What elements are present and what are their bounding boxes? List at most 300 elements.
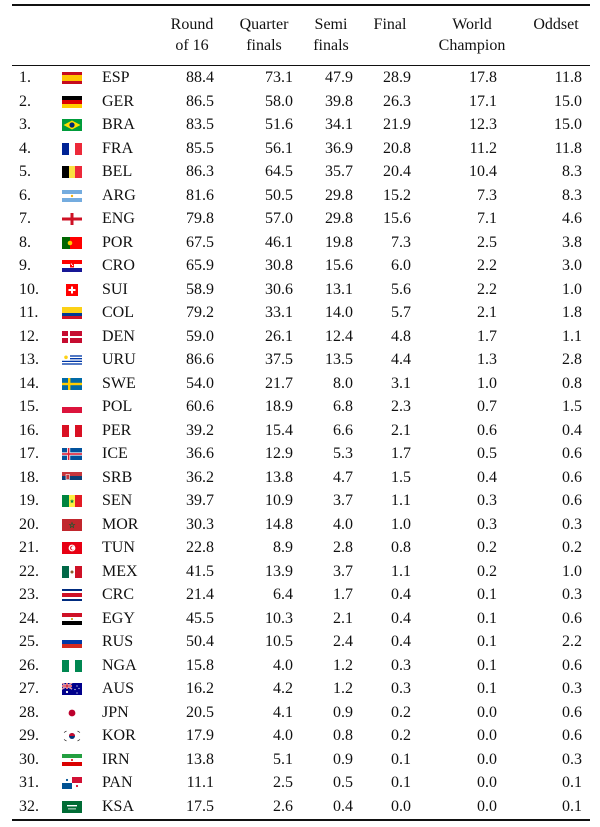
- table-row: [0, 325, 600, 348]
- table-row: [0, 278, 600, 301]
- round-of-16-cell: 17.5: [186, 797, 214, 815]
- brazil-flag: [62, 119, 82, 131]
- final-cell: 0.1: [391, 750, 411, 768]
- oddset-cell: 0.6: [562, 445, 582, 462]
- round-of-16-cell: 65.9: [186, 257, 214, 274]
- quarter-finals-cell: 51.6: [265, 116, 293, 133]
- rank-cell: 6.: [19, 186, 31, 204]
- oddset-cell: 2.2: [562, 633, 582, 650]
- final-cell: 1.1: [391, 562, 411, 580]
- iran-flag: [62, 754, 82, 766]
- table-row: [0, 254, 600, 277]
- world-champion-cell: 0.1: [477, 656, 497, 674]
- world-champion-cell: 0.1: [477, 586, 497, 603]
- oddset-cell: 0.4: [562, 421, 582, 439]
- team-code-cell: ESP: [102, 69, 130, 86]
- final-cell: 1.0: [391, 515, 411, 533]
- oddset-cell: 15.0: [554, 92, 582, 110]
- oddset-cell: 1.1: [562, 327, 582, 345]
- table-row: [0, 607, 600, 630]
- round-of-16-cell: 88.4: [186, 69, 214, 86]
- world-champion-cell: 17.8: [469, 69, 497, 86]
- team-code-cell: URU: [102, 351, 136, 368]
- rank-cell: 5.: [19, 163, 31, 180]
- semi-finals-cell: 4.0: [333, 515, 353, 533]
- team-code-cell: NGA: [102, 656, 137, 674]
- final-cell: 4.4: [391, 351, 411, 368]
- table-header: [0, 0, 600, 65]
- world-champion-cell: 0.2: [477, 562, 497, 580]
- round-of-16-cell: 36.6: [186, 445, 214, 462]
- team-code-cell: SWE: [102, 374, 136, 392]
- semi-finals-cell: 29.8: [325, 210, 353, 227]
- final-cell: 0.3: [391, 656, 411, 674]
- semi-finals-cell: 2.1: [333, 609, 353, 627]
- oddset-cell: 0.8: [562, 374, 582, 392]
- rank-cell: 1.: [19, 69, 31, 86]
- table-row: [0, 795, 600, 818]
- semi-finals-cell: 35.7: [325, 163, 353, 180]
- quarter-finals-cell: 46.1: [265, 233, 293, 251]
- table-row: [0, 771, 600, 794]
- team-code-cell: FRA: [102, 139, 134, 157]
- quarter-finals-cell: 6.4: [273, 586, 293, 603]
- world-champion-cell: 10.4: [469, 163, 497, 180]
- world-champion-cell: 17.1: [469, 92, 497, 110]
- quarter-finals-cell: 13.9: [265, 562, 293, 580]
- quarter-finals-cell: 33.1: [265, 304, 293, 321]
- semi-finals-cell: 0.9: [333, 750, 353, 768]
- rank-cell: 12.: [19, 327, 39, 345]
- round-of-16-cell: 54.0: [186, 374, 214, 392]
- rank-cell: 28.: [19, 703, 39, 721]
- semi-finals-cell: 8.0: [333, 374, 353, 392]
- semi-finals-cell: 0.9: [333, 703, 353, 721]
- final-cell: 5.7: [391, 304, 411, 321]
- switzerland-flag: [62, 284, 82, 296]
- tunisia-flag: [62, 542, 82, 554]
- final-cell: 0.2: [391, 703, 411, 721]
- semi-finals-cell: 1.2: [333, 680, 353, 697]
- team-code-cell: JPN: [102, 703, 129, 721]
- rank-cell: 14.: [19, 374, 39, 392]
- semi-finals-cell: 2.4: [333, 633, 353, 650]
- quarter-finals-cell: 4.0: [273, 656, 293, 674]
- rank-cell: 26.: [19, 656, 39, 674]
- round-of-16-cell: 41.5: [186, 562, 214, 580]
- oddset-cell: 1.5: [562, 398, 582, 415]
- quarter-finals-cell: 50.5: [265, 186, 293, 204]
- quarter-finals-cell: 15.4: [265, 421, 293, 439]
- japan-flag: [62, 707, 82, 719]
- saudi-arabia-flag: [62, 801, 82, 813]
- australia-flag: [62, 683, 82, 695]
- semi-finals-cell: 0.8: [333, 727, 353, 744]
- team-code-cell: SEN: [102, 492, 133, 509]
- oddset-cell: 4.6: [562, 210, 582, 227]
- header-quarter-line2: finals: [246, 37, 282, 54]
- round-of-16-cell: 36.2: [186, 468, 214, 486]
- table-row: [0, 348, 600, 371]
- rank-cell: 16.: [19, 421, 39, 439]
- rank-cell: 20.: [19, 515, 39, 533]
- oddset-cell: 15.0: [554, 116, 582, 133]
- header-final: [366, 14, 414, 35]
- rank-cell: 17.: [19, 445, 39, 462]
- oddset-cell: 3.8: [562, 233, 582, 251]
- final-cell: 0.4: [391, 609, 411, 627]
- header-round-of-16: [160, 14, 224, 56]
- quarter-finals-cell: 64.5: [265, 163, 293, 180]
- round-of-16-cell: 86.5: [186, 92, 214, 110]
- table-row: [0, 301, 600, 324]
- table-row: [0, 160, 600, 183]
- final-cell: 0.0: [391, 797, 411, 815]
- rank-cell: 19.: [19, 492, 39, 509]
- oddset-cell: 0.3: [562, 586, 582, 603]
- semi-finals-cell: 6.8: [333, 398, 353, 415]
- table-row: [0, 560, 600, 583]
- header-quarter-finals: [232, 14, 296, 56]
- table-row: [0, 536, 600, 559]
- table-row: [0, 113, 600, 136]
- world-champion-cell: 2.2: [477, 280, 497, 298]
- quarter-finals-cell: 4.0: [273, 727, 293, 744]
- team-code-cell: KOR: [102, 727, 136, 744]
- oddset-cell: 0.1: [562, 797, 582, 815]
- world-champion-cell: 2.1: [477, 304, 497, 321]
- final-cell: 6.0: [391, 257, 411, 274]
- table-row: [0, 184, 600, 207]
- team-code-cell: SUI: [102, 280, 128, 298]
- world-champion-cell: 0.0: [477, 797, 497, 815]
- round-of-16-cell: 13.8: [186, 750, 214, 768]
- table-row: [0, 724, 600, 747]
- oddset-cell: 2.8: [562, 351, 582, 368]
- rank-cell: 32.: [19, 797, 39, 815]
- semi-finals-cell: 29.8: [325, 186, 353, 204]
- round-of-16-cell: 11.1: [186, 774, 214, 791]
- oddset-cell: 0.3: [562, 680, 582, 697]
- table-row: [0, 489, 600, 512]
- header-round-of-16-line1: Round: [170, 16, 214, 33]
- rank-cell: 7.: [19, 210, 31, 227]
- semi-finals-cell: 12.4: [325, 327, 353, 345]
- team-code-cell: MOR: [102, 515, 139, 533]
- rank-cell: 10.: [19, 280, 39, 298]
- russia-flag: [62, 636, 82, 648]
- round-of-16-cell: 60.6: [186, 398, 214, 415]
- quarter-finals-cell: 4.2: [273, 680, 293, 697]
- rank-cell: 18.: [19, 468, 39, 486]
- colombia-flag: [62, 307, 82, 319]
- quarter-finals-cell: 30.8: [265, 257, 293, 274]
- final-cell: 2.1: [391, 421, 411, 439]
- team-code-cell: IRN: [102, 750, 130, 768]
- table-row: [0, 442, 600, 465]
- final-cell: 28.9: [383, 69, 411, 86]
- team-code-cell: SRB: [102, 468, 133, 486]
- rank-cell: 4.: [19, 139, 31, 157]
- final-cell: 5.6: [391, 280, 411, 298]
- semi-finals-cell: 13.5: [325, 351, 353, 368]
- world-champion-cell: 0.1: [477, 680, 497, 697]
- round-of-16-cell: 39.7: [186, 492, 214, 509]
- round-of-16-cell: 86.6: [186, 351, 214, 368]
- team-code-cell: ENG: [102, 210, 135, 227]
- argentina-flag: [62, 190, 82, 202]
- team-code-cell: RUS: [102, 633, 134, 650]
- oddset-cell: 11.8: [554, 139, 582, 157]
- semi-finals-cell: 4.7: [333, 468, 353, 486]
- rank-cell: 24.: [19, 609, 39, 627]
- round-of-16-cell: 21.4: [186, 586, 214, 603]
- semi-finals-cell: 1.2: [333, 656, 353, 674]
- semi-finals-cell: 15.6: [325, 257, 353, 274]
- oddset-cell: 0.6: [562, 468, 582, 486]
- oddset-cell: 0.6: [562, 656, 582, 674]
- england-flag: [62, 213, 82, 225]
- table-row: [0, 583, 600, 606]
- semi-finals-cell: 5.3: [333, 445, 353, 462]
- uruguay-flag: [62, 354, 82, 366]
- semi-finals-cell: 14.0: [325, 304, 353, 321]
- round-of-16-cell: 83.5: [186, 116, 214, 133]
- world-champion-cell: 0.3: [477, 515, 497, 533]
- semi-finals-cell: 19.8: [325, 233, 353, 251]
- header-semi-line2: finals: [313, 37, 349, 54]
- oddset-cell: 0.3: [562, 750, 582, 768]
- quarter-finals-cell: 14.8: [265, 515, 293, 533]
- table-row: [0, 207, 600, 230]
- world-champion-cell: 0.7: [477, 398, 497, 415]
- belgium-flag: [62, 166, 82, 178]
- team-code-cell: EGY: [102, 609, 135, 627]
- round-of-16-cell: 16.2: [186, 680, 214, 697]
- quarter-finals-cell: 10.9: [265, 492, 293, 509]
- egypt-flag: [62, 613, 82, 625]
- final-cell: 2.3: [391, 398, 411, 415]
- spain-flag: [62, 72, 82, 84]
- oddset-cell: 0.6: [562, 703, 582, 721]
- table-row: [0, 748, 600, 771]
- rank-cell: 15.: [19, 398, 39, 415]
- world-champion-cell: 0.5: [477, 445, 497, 462]
- semi-finals-cell: 13.1: [325, 280, 353, 298]
- quarter-finals-cell: 4.1: [273, 703, 293, 721]
- world-champion-cell: 2.5: [477, 233, 497, 251]
- final-cell: 21.9: [383, 116, 411, 133]
- quarter-finals-cell: 12.9: [265, 445, 293, 462]
- round-of-16-cell: 50.4: [186, 633, 214, 650]
- round-of-16-cell: 17.9: [186, 727, 214, 744]
- team-code-cell: BEL: [102, 163, 133, 180]
- world-champion-cell: 0.0: [477, 727, 497, 744]
- semi-finals-cell: 34.1: [325, 116, 353, 133]
- portugal-flag: [62, 237, 82, 249]
- final-cell: 15.6: [383, 210, 411, 227]
- header-world-champion: [428, 14, 516, 56]
- final-cell: 1.7: [391, 445, 411, 462]
- team-code-cell: COL: [102, 304, 134, 321]
- table-row: [0, 701, 600, 724]
- world-champion-cell: 7.3: [477, 186, 497, 204]
- final-cell: 0.3: [391, 680, 411, 697]
- morocco-flag: [62, 519, 82, 531]
- table-row: [0, 630, 600, 653]
- world-champion-cell: 1.0: [477, 374, 497, 392]
- team-code-cell: ARG: [102, 186, 136, 204]
- world-champion-cell: 12.3: [469, 116, 497, 133]
- quarter-finals-cell: 2.6: [273, 797, 293, 815]
- team-code-cell: PAN: [102, 774, 133, 791]
- header-champion-line1: World: [452, 16, 492, 33]
- quarter-finals-cell: 26.1: [265, 327, 293, 345]
- table-row: [0, 677, 600, 700]
- oddset-cell: 0.6: [562, 492, 582, 509]
- oddset-cell: 0.6: [562, 609, 582, 627]
- round-of-16-cell: 67.5: [186, 233, 214, 251]
- korea-flag: [62, 730, 82, 742]
- oddset-cell: 8.3: [562, 163, 582, 180]
- costa-rica-flag: [62, 589, 82, 601]
- final-cell: 0.2: [391, 727, 411, 744]
- mexico-flag: [62, 566, 82, 578]
- oddset-cell: 0.1: [562, 774, 582, 791]
- semi-finals-cell: 2.8: [333, 539, 353, 556]
- team-code-cell: KSA: [102, 797, 135, 815]
- table-row: [0, 66, 600, 89]
- quarter-finals-cell: 30.6: [265, 280, 293, 298]
- germany-flag: [62, 96, 82, 108]
- header-champion-line2: Champion: [438, 37, 506, 54]
- rank-cell: 2.: [19, 92, 31, 110]
- semi-finals-cell: 6.6: [333, 421, 353, 439]
- oddset-cell: 8.3: [562, 186, 582, 204]
- quarter-finals-cell: 10.5: [265, 633, 293, 650]
- oddset-cell: 0.6: [562, 727, 582, 744]
- quarter-finals-cell: 8.9: [273, 539, 293, 556]
- quarter-finals-cell: 18.9: [265, 398, 293, 415]
- rank-cell: 13.: [19, 351, 39, 368]
- quarter-finals-cell: 73.1: [265, 69, 293, 86]
- oddset-cell: 3.0: [562, 257, 582, 274]
- team-code-cell: DEN: [102, 327, 135, 345]
- semi-finals-cell: 47.9: [325, 69, 353, 86]
- table-row: [0, 395, 600, 418]
- oddset-cell: 0.3: [562, 515, 582, 533]
- team-code-cell: MEX: [102, 562, 138, 580]
- sweden-flag: [62, 378, 82, 390]
- team-code-cell: ICE: [102, 445, 128, 462]
- table-row: [0, 513, 600, 536]
- serbia-flag: [62, 472, 82, 484]
- final-cell: 0.1: [391, 774, 411, 791]
- semi-finals-cell: 0.4: [333, 797, 353, 815]
- oddset-cell: 1.0: [562, 280, 582, 298]
- croatia-flag: [62, 260, 82, 272]
- rank-cell: 3.: [19, 116, 31, 133]
- round-of-16-cell: 39.2: [186, 421, 214, 439]
- quarter-finals-cell: 5.1: [273, 750, 293, 768]
- round-of-16-cell: 45.5: [186, 609, 214, 627]
- table-row: [0, 654, 600, 677]
- final-cell: 1.1: [391, 492, 411, 509]
- rank-cell: 30.: [19, 750, 39, 768]
- final-cell: 0.8: [391, 539, 411, 556]
- oddset-cell: 11.8: [554, 69, 582, 86]
- denmark-flag: [62, 331, 82, 343]
- semi-finals-cell: 36.9: [325, 139, 353, 157]
- header-semi-finals: [303, 14, 359, 56]
- header-oddset-line1: Oddset: [533, 16, 579, 33]
- round-of-16-cell: 59.0: [186, 327, 214, 345]
- rank-cell: 21.: [19, 539, 39, 556]
- rank-cell: 29.: [19, 727, 39, 744]
- oddset-cell: 1.8: [562, 304, 582, 321]
- team-code-cell: AUS: [102, 680, 135, 697]
- final-cell: 1.5: [391, 468, 411, 486]
- final-cell: 0.4: [391, 586, 411, 603]
- iceland-flag: [62, 448, 82, 460]
- nigeria-flag: [62, 660, 82, 672]
- quarter-finals-cell: 57.0: [265, 210, 293, 227]
- final-cell: 20.8: [383, 139, 411, 157]
- rank-cell: 22.: [19, 562, 39, 580]
- round-of-16-cell: 22.8: [186, 539, 214, 556]
- semi-finals-cell: 3.7: [333, 562, 353, 580]
- final-cell: 7.3: [391, 233, 411, 251]
- rank-cell: 8.: [19, 233, 31, 251]
- header-quarter-line1: Quarter: [239, 16, 289, 33]
- world-champion-cell: 11.2: [469, 139, 497, 157]
- table-row: [0, 419, 600, 442]
- team-code-cell: POR: [102, 233, 134, 251]
- rank-cell: 23.: [19, 586, 39, 603]
- senegal-flag: [62, 495, 82, 507]
- quarter-finals-cell: 10.3: [265, 609, 293, 627]
- rank-cell: 25.: [19, 633, 39, 650]
- team-code-cell: CRO: [102, 257, 135, 274]
- quarter-finals-cell: 37.5: [265, 351, 293, 368]
- final-cell: 20.4: [383, 163, 411, 180]
- world-champion-cell: 0.2: [477, 539, 497, 556]
- world-champion-cell: 0.6: [477, 421, 497, 439]
- header-round-of-16-line2: of 16: [175, 37, 209, 54]
- final-cell: 0.4: [391, 633, 411, 650]
- table-row: [0, 372, 600, 395]
- world-champion-cell: 0.1: [477, 609, 497, 627]
- peru-flag: [62, 425, 82, 437]
- round-of-16-cell: 30.3: [186, 515, 214, 533]
- panama-flag: [62, 777, 82, 789]
- quarter-finals-cell: 21.7: [265, 374, 293, 392]
- rank-cell: 27.: [19, 680, 39, 697]
- semi-finals-cell: 0.5: [333, 774, 353, 791]
- rank-cell: 11.: [19, 304, 39, 321]
- world-champion-cell: 0.0: [477, 703, 497, 721]
- header-semi-line1: Semi: [314, 16, 348, 33]
- team-code-cell: TUN: [102, 539, 135, 556]
- round-of-16-cell: 15.8: [186, 656, 214, 674]
- round-of-16-cell: 58.9: [186, 280, 214, 298]
- rank-cell: 31.: [19, 774, 39, 791]
- quarter-finals-cell: 13.8: [265, 468, 293, 486]
- final-cell: 26.3: [383, 92, 411, 110]
- round-of-16-cell: 79.8: [186, 210, 214, 227]
- final-cell: 15.2: [383, 186, 411, 204]
- oddset-cell: 1.0: [562, 562, 582, 580]
